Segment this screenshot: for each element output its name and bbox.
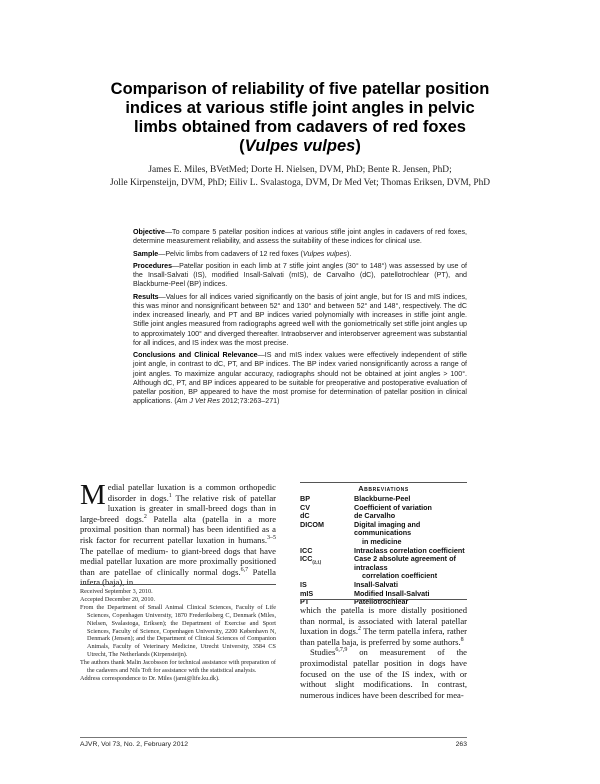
right-column-text	[300, 605, 467, 700]
abbreviation-key-subscript: (2,1)	[312, 559, 322, 565]
abstract	[133, 228, 467, 410]
right-paragraph-2	[300, 647, 467, 700]
ref-5: 2	[358, 626, 362, 633]
abbreviation-key-text: DICOM	[300, 519, 324, 529]
notes-divider	[80, 584, 276, 585]
conclusions-text: —IS and mIS index values were effectively independent of stifle joint angle, in contrast to dC, PT, and BP indices. The BP index varied nonsignificantly across a range of joint angles. To maximize angular accuracy, radiographs should not be obtained at joint angles > 100°. Although dC, PT, and BP indices appeared to be suitable for preoperative and postoperative evaluation of patellar position, BP appeared to have the most promise for determination of patellar position in clinical applications. (	[133, 351, 467, 406]
intro-text-5: Patella infera (baja), in	[80, 566, 276, 588]
drop-cap: M	[80, 479, 106, 511]
objective-label: Objective	[133, 228, 165, 236]
right-text-2-start: Studies	[310, 647, 336, 658]
abstract-objective	[133, 228, 467, 246]
abbreviation-definition: Coefficient of variation	[354, 502, 432, 512]
affiliations: From the Department of Small Animal Clinical Sciences, Faculty of Life Sciences, Copenhagen University, 1870 Frederiksberg C, Denmark (Miles, Nielsen, Svalastoga, Eriksen); the Department of Exercise and Sport Sciences, Faculty of Science, Copenhagen University, 2200 København N, Denmark (Jensen); and the Department of Clinical Sciences of Companion Animals, Faculty of Veterinary Medicine, Utrecht University, 3584 CS Utrecht, The Netherlands (Kirpensteijn).	[80, 603, 276, 659]
abstract-procedures	[133, 262, 467, 290]
ref-7: 6,7,9	[335, 647, 348, 654]
abstract-results	[133, 293, 467, 348]
intro-text-1: edial patellar luxation is a common orthopedic disorder in dogs.	[107, 482, 276, 503]
abbreviation-definition-continued: in medicine	[362, 536, 402, 546]
ref-6: 8	[460, 636, 464, 643]
intro-text-3: Patella alta (patella in a more proximal position than normal) has been identified as a risk factor for recurrent patellar luxation in humans.	[80, 513, 277, 545]
sample-species: Vulpes vulpes	[302, 249, 347, 258]
abbreviation-key-spacer	[300, 572, 354, 581]
title-species: Vulpes vulpes	[244, 137, 356, 155]
article-title	[110, 80, 490, 156]
intro-paragraph	[80, 479, 277, 588]
abbreviation-definition: Digital imaging and communications	[354, 519, 421, 538]
abstract-sample	[133, 250, 467, 259]
abbreviation-row	[300, 555, 467, 572]
article-notes	[80, 588, 276, 683]
results-text: —Values for all indices varied significantly on the basis of joint angle, but for IS and mIS indices, this was minor and nonsignificant between 52° and 130° and between 52° and 148°, respectively. The dC index increased linearly, and PT and BP indices varied polynomially with increases in stifle joint angle. Stifle joint angles measured from radiographs agreed well with the goniometrically set stifle joint angles up to approximately 100° and diverged thereafter. Intraobserver and interobserver agreement was substantial for all indices, and IS index was the most precise.	[133, 292, 467, 347]
right-paragraph-1	[300, 605, 467, 647]
acknowledgments: The authors thank Malin Jacobsson for technical assistance with preparation of the cadavers and Nils Toft for assistance with the statistical analysis.	[80, 659, 276, 675]
citation-journal: Am J Vet Res	[176, 397, 220, 406]
abbreviation-definition-continued: correlation coefficient	[362, 571, 438, 581]
title-main: Comparison of reliability of five patellar position indices at various stifle joint angles in pelvic limbs obtained from cadavers of red foxes (	[110, 80, 490, 155]
abbreviations-box	[300, 484, 467, 607]
citation-end: 2012;73:263–271)	[219, 397, 280, 406]
abbreviation-key-text: PT	[300, 597, 310, 607]
conclusions-label: Conclusions and Clinical Relevance	[133, 351, 258, 360]
abbreviations-list	[300, 495, 467, 607]
sample-text: —Pelvic limbs from cadavers of 12 red foxes (	[158, 249, 303, 258]
abbreviation-row	[300, 521, 467, 538]
procedures-text: —Patellar position in each limb at 7 stifle joint angles (30° to 148°) was assessed by use of the Insall-Salvati (IS), modified Insall-Salvati (mIS), de Carvalho (dC), patellotrochlear (PT), and Blackburne-Peel (BP) indices.	[133, 261, 467, 289]
results-label: Results	[133, 292, 159, 301]
intro-text-2: The relative risk of patellar luxation is greater in small-breed dogs than in large-breed dogs.	[80, 492, 276, 524]
abbreviation-definition: Insall-Salvati	[354, 579, 398, 589]
abbreviation-key-text: IS	[300, 579, 307, 589]
abbreviation-definition: Modified Insall-Salvati	[354, 588, 430, 598]
footer-journal: AJVR, Vol 73, No. 2, February 2012	[80, 741, 189, 748]
abbreviation-definition: Blackburne-Peel	[354, 494, 411, 503]
sample-label: Sample	[133, 249, 159, 258]
received-date: Received September 3, 2010.	[80, 588, 153, 595]
abbreviation-definition: Intraclass correlation coefficient	[354, 545, 465, 555]
title-close: )	[355, 137, 361, 155]
abbr-top-rule	[300, 482, 467, 483]
accepted-date: Accepted December 20, 2010.	[80, 595, 156, 603]
abbreviation-definition: Case 2 absolute agreement of intraclass	[354, 554, 456, 572]
abbreviation-key-text: dC	[300, 511, 310, 521]
right-text-2: on measurement of the proximodistal patellar position in dogs have focused on the use of the IS index, with or without slight modifications. In contrast, numerous indices have been described for mea-	[300, 647, 467, 700]
abbreviation-key-text: ICC	[300, 554, 313, 564]
abbreviation-key	[300, 555, 354, 572]
ref-3: 3–5	[266, 535, 276, 542]
abbreviation-key-text: mIS	[300, 588, 314, 598]
authors-line-2: Jolle Kirpensteijn, DVM, PhD; Eiliv L. Svalastoga, DVM, Dr Med Vet; Thomas Eriksen, DVM, PhD	[109, 178, 491, 188]
abbreviation-key	[300, 521, 354, 538]
objective-text: —To compare 5 patellar position indices at various stifle joint angles in cadavers of red foxes, determine measurement reliability, and assess the suitability of these indices for clinical use.	[133, 228, 467, 246]
abbreviation-key-text: BP	[300, 494, 310, 503]
procedures-label: Procedures	[133, 261, 173, 270]
right-text-1: which the patella is more distally positioned than normal, is associated with lateral patellar luxation in dogs.	[300, 605, 467, 637]
ref-1: 1	[168, 492, 172, 499]
right-text-1b: The term patella infera, rather than patella baja, is preferred by some authors.	[300, 626, 467, 647]
correspondence: Address correspondence to Dr. Miles (jami@life.ku.dk).	[80, 674, 220, 682]
abbreviation-definition: de Carvalho	[354, 511, 396, 521]
sample-end: ).	[346, 249, 352, 258]
abbr-bottom-rule	[300, 599, 467, 600]
author-list	[95, 164, 505, 190]
abbreviations-title: Abbreviations	[358, 484, 409, 493]
ref-4: 6,7	[240, 566, 249, 573]
authors-line-1: James E. Miles, BVetMed; Dorte H. Nielsen, DVM, PhD; Bente R. Jensen, PhD;	[148, 165, 452, 175]
footer-rule	[80, 737, 467, 738]
abstract-conclusions	[133, 351, 467, 406]
page-number: 263	[455, 741, 467, 748]
abbreviation-key-text: ICC	[300, 545, 313, 555]
abbreviation-definition: Patellotrochlear	[354, 597, 409, 607]
abbreviation-key-text: CV	[300, 502, 310, 512]
intro-text-4: The patellae of medium- to giant-breed dogs that have medial patellar luxation are more proximally positioned than are patellae of clinically normal dogs.	[80, 545, 276, 577]
ref-2: 2	[143, 513, 147, 520]
